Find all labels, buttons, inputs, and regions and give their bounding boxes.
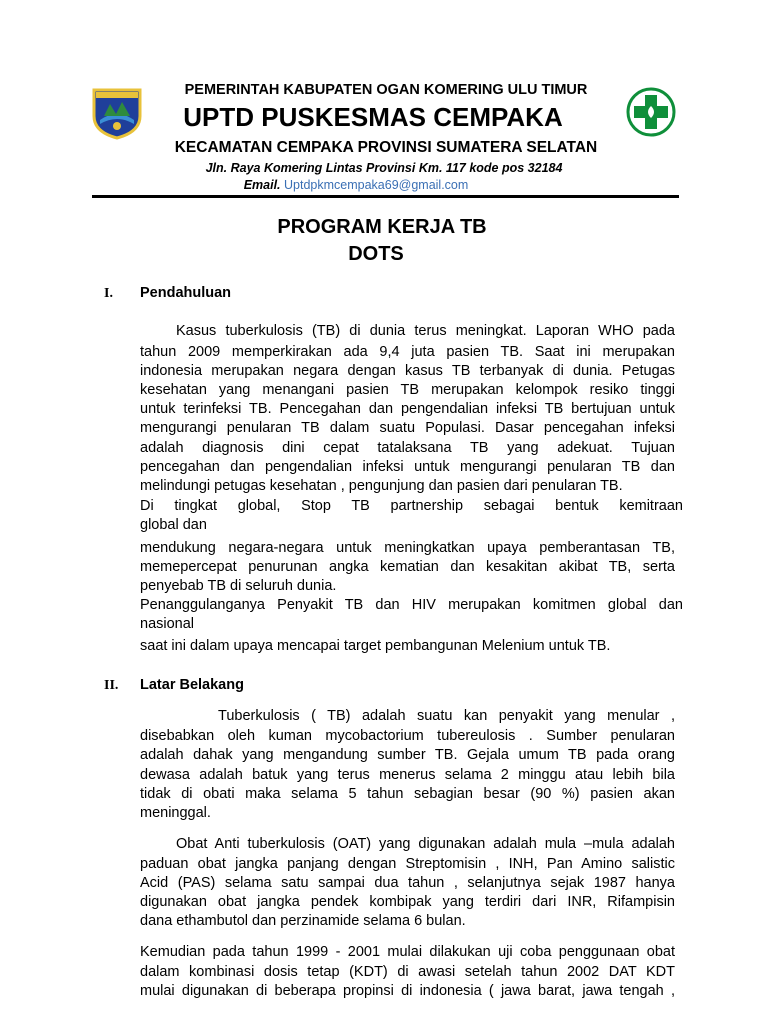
paragraph-line: penyebab TB di seluruh dunia. <box>140 578 337 594</box>
paragraph-line: dana ethambutol dan perzinamide selama 6 bulan. <box>140 913 466 929</box>
paragraph-line: nasional <box>140 616 195 632</box>
letterhead-district: KECAMATAN CEMPAKA PROVINSI SUMATERA SELATAN <box>174 139 598 156</box>
paragraph-line: paduan obat jangka panjang dengan Streptomisin , INH, Pan Amino salistic <box>140 856 675 872</box>
paragraph-line: memepercepat penurunan angka kematian dan kesakitan akibat TB, serta <box>140 559 675 575</box>
paragraph-line: Acid (PAS) selama satu sampai dua tahun , selanjutnya sejak 1987 hanya <box>140 875 675 891</box>
paragraph-line: digunakan obat jangka pendek kombipak yang terdiri dari INR, Rifampisin <box>140 894 675 910</box>
paragraph-line: Di tingkat global, Stop TB partnership sebagai bentuk kemitraan <box>140 498 683 514</box>
paragraph-line: dalam kombinasi dosis tetap (KDT) di awasi setelah tahun 2002 DAT KDT <box>140 964 675 980</box>
paragraph-line: Kemudian pada tahun 1999 - 2001 mulai dilakukan uji coba penggunaan obat <box>140 944 675 960</box>
section-number: II. <box>104 678 119 693</box>
paragraph-line: Kasus tuberkulosis (TB) di dunia terus meningkat. Laporan WHO pada <box>176 323 675 339</box>
paragraph-line: Obat Anti tuberkulosis (OAT) yang digunakan adalah mula –mula adalah <box>176 836 675 852</box>
paragraph-line: untuk terinfeksi TB. Pencegahan dan pengendalian infeksi TB bertujuan untuk <box>140 401 675 417</box>
paragraph-line: melindungi petugas kesehatan , pengunjung dan pasien dari penularan TB. <box>140 478 623 494</box>
paragraph-line: kesehatan yang menangani pasien TB merupakan kelompok resiko tinggi <box>140 382 675 398</box>
paragraph-line: mendukung negara-negara untuk meningkatkan upaya pemberantasan TB, <box>140 540 675 556</box>
paragraph-line: dewasa adalah batuk yang terus menerus selama 2 minggu atau lebih bila <box>140 767 675 783</box>
letterhead-government: PEMERINTAH KABUPATEN OGAN KOMERING ULU TIMUR <box>184 82 588 98</box>
paragraph-line: pencegahan dan pengendalian infeksi untuk mengurangi penularan TB dan <box>140 459 675 475</box>
paragraph-line: mulai digunakan di beberapa propinsi di indonesia ( jawa barat, jawa tengah , <box>140 983 675 999</box>
letterhead-address: Jln. Raya Komering Lintas Provinsi Km. 117 kode pos 32184 <box>205 161 563 175</box>
paragraph-line: disebabkan oleh kuman mycobactorium tubereulosis . Sumber penularan <box>140 728 675 744</box>
section-number: I. <box>104 286 113 301</box>
paragraph-line: adalah diagnosis dini cepat tatalaksana TB yang adekuat. Tujuan <box>140 440 675 456</box>
document-subtitle: DOTS <box>348 243 404 265</box>
letterhead-divider <box>92 195 679 198</box>
paragraph-line: Penanggulanganya Penyakit TB dan HIV merupakan komitmen global dan <box>140 597 683 613</box>
paragraph-line: Tuberkulosis ( TB) adalah suatu kan penyakit yang menular , <box>218 708 675 724</box>
paragraph-line: saat ini dalam upaya mencapai target pembangunan Melenium untuk TB. <box>140 638 611 654</box>
paragraph-line: mengurangi penularan TB dalam suatu Populasi. Dasar pencegahan infeksi <box>140 420 675 436</box>
paragraph-line: tidak di obati maka selama 5 tahun sebagian besar (90 %) pasien akan <box>140 786 675 802</box>
letterhead-institution: UPTD PUSKESMAS CEMPAKA <box>183 102 563 132</box>
paragraph-line: indonesia merupakan negara dengan kasus TB terbanyak di dunia. Petugas <box>140 363 675 379</box>
document-title: PROGRAM KERJA TB <box>277 216 487 238</box>
email-link[interactable]: Uptdpkmcempaka69@gmail.com <box>284 178 469 192</box>
letterhead-email-line <box>0 178 712 192</box>
email-label: Email. <box>243 178 281 192</box>
section-heading: Pendahuluan <box>140 285 232 301</box>
paragraph-line: meninggal. <box>140 805 211 821</box>
paragraph-line: global dan <box>140 517 207 533</box>
section-heading: Latar Belakang <box>140 677 244 693</box>
paragraph-line: tahun 2009 memperkirakan ada 9,4 juta pasien TB. Saat ini merupakan <box>140 344 675 360</box>
paragraph-line: adalah dahak yang mengandung sumber TB. Gejala umum TB pada orang <box>140 747 675 763</box>
